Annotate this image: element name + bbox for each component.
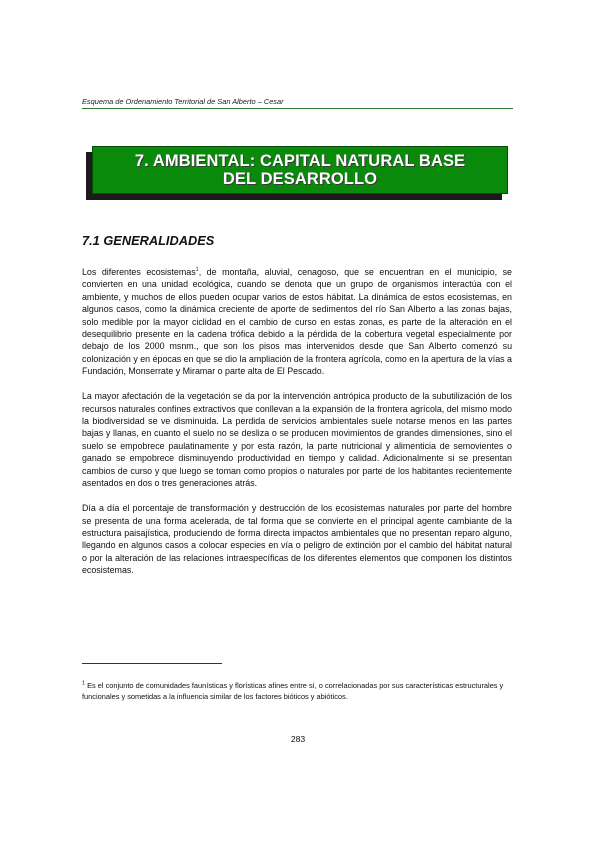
footnote-reference[interactable]: 1: [195, 267, 199, 274]
footnote: [82, 681, 512, 703]
paragraph-3: Día a día el porcentaje de transformación y destrucción de los ecosistemas naturales por parte del hombre se presenta de una forma acelerada, de tal forma que se convierte en el principal agente cambiante de la estructura paisajística, produciendo de forma directa impactos ambientales que no presentan reparo alguno, llegando en algunos casos a colocar especies en vía o peligro de extinción por el cambio del hábitat natural o por la alteración de las relaciones intraespecíficas de los diferentes elementos que componen los distintos ecosistemas.: [82, 503, 512, 576]
running-header: Esquema de Ordenamiento Territorial de San Alberto – Cesar: [82, 97, 284, 106]
chapter-title-box: [92, 146, 508, 194]
chapter-title-line-2: DEL DESARROLLO: [222, 170, 378, 188]
paragraph-1-rest: , de montaña, aluvial, cenagoso, que se encuentran en el municipio, se convierten en una unidad ecológica, cuando se denota que un grupo de organismos interactúa con el ambiente, y muchos de ellos pueden ocupar varios de estos hábitat. La dinámica de estos ecosistemas, en algunos casos, como la dinámica creciente de aporte de sedimentos del río San Alberto a las zonas bajas, solo medible por la mayor ciclidad en el cambio de curso en estas zonas, es parte de la alteración en el desequilibrio presente en la cadena trófica debido a la pérdida de la cobertura vegetal especialmente por debajo de los 2000 msnm., que son los pisos mas intervenidos desde que San Alberto comenzó su colonización y en épocas en que se dio la ampliación de la frontera agrícola, como en la apertura de la vías a Fundación, Monserrate y Miramar o parte alta de El Pescado.: [82, 267, 512, 377]
body-text: [82, 266, 512, 589]
paragraph-1: [82, 266, 512, 378]
footnote-separator: [82, 663, 222, 664]
chapter-title: [93, 147, 507, 188]
paragraph-1-start: Los diferentes ecosistemas: [82, 267, 196, 277]
section-heading: 7.1 GENERALIDADES: [82, 233, 215, 248]
footnote-text: Es el conjunto de comunidades faunísticas y florísticas afines entre sí, o correlacionadas por sus características estructurales y funcionales y sometidas a la influencia similar de los factores bióticos y abióticos.: [82, 681, 504, 701]
page-number: 283: [290, 734, 306, 744]
paragraph-2: La mayor afectación de la vegetación se da por la intervención antrópica producto de la subutilización de los recursos naturales confines extractivos que conllevan a la expansión de la frontera agrícola, del mismo modo la biodiversidad se ve disminuida. La perdida de servicios ambientales suele notarse menos en las partes bajas y llanas, en cuanto el suelo no se desliza o se producen movimientos de grandes dimensiones, sino el suelo se empobrece paulatinamente y por esta razón, la parte nutricional y alimenticia de semovientes o ganado se empobrece disminuyendo productividad en tiempo y calidad. Adicionalmente si se presentan cambios de curso y que luego se toman como propios o naturales por parte de los habitantes recientemente asentados en dos o tres generaciones atrás.: [82, 391, 512, 489]
header-rule: [82, 108, 513, 109]
footnote-marker: 1: [82, 680, 86, 687]
chapter-title-line-1: 7. AMBIENTAL: CAPITAL NATURAL BASE: [134, 152, 466, 170]
